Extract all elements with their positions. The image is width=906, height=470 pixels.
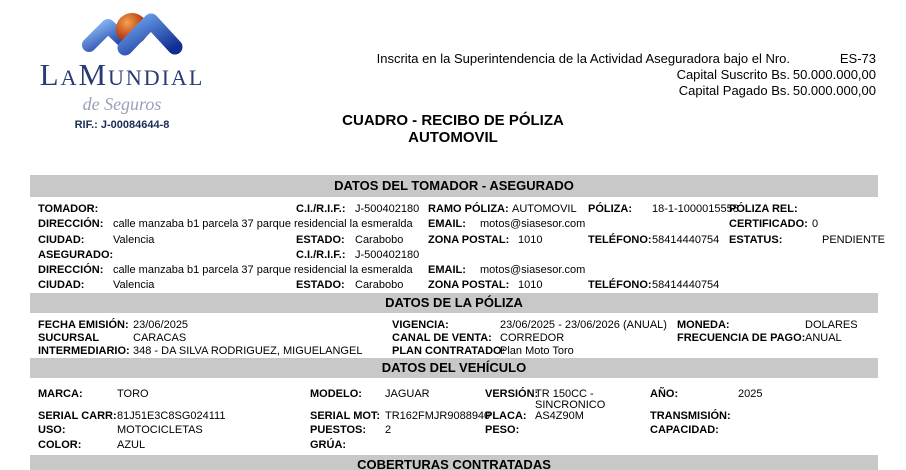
peso-label: PESO:	[485, 424, 520, 436]
plan-contratado-value: Plan Moto Toro	[500, 345, 574, 357]
tomador-cirif-label: C.I./R.I.F.:	[296, 203, 346, 215]
tomador-estado-label: ESTADO:	[296, 234, 345, 246]
canal-venta-value: CORREDOR	[500, 332, 565, 344]
tomador-email-value: motos@siasesor.com	[480, 218, 586, 230]
serial-mot-value: TR162FMJR9088940	[385, 410, 491, 422]
tomador-cirif-value: J-500402180	[355, 203, 420, 215]
asegurado-ciudad-label: CIUDAD:	[38, 279, 85, 291]
frecuencia-pago-label: FRECUENCIA DE PAGO:	[677, 332, 806, 344]
uso-label: USO:	[38, 424, 66, 436]
serial-carr-label: SERIAL CARR:	[38, 410, 117, 422]
ano-label: AÑO:	[650, 388, 679, 400]
vigencia-label: VIGENCIA:	[392, 319, 449, 331]
poliza-label: PÓLIZA:	[588, 203, 632, 215]
asegurado-direccion-label: DIRECCIÓN:	[38, 264, 104, 276]
tomador-ciudad-label: CIUDAD:	[38, 234, 85, 246]
asegurado-label: ASEGURADO:	[38, 249, 114, 261]
tomador-direccion-value: calle manzaba b1 parcela 37 parque residencial la esmeralda	[113, 218, 413, 230]
asegurado-email-label: EMAIL:	[428, 264, 466, 276]
placa-value: AS4Z90M	[535, 410, 584, 422]
sucursal-value: CARACAS	[133, 332, 187, 344]
capital-pagado-value: 50.000.000,00	[792, 83, 876, 98]
fecha-emision-value: 23/06/2025	[133, 319, 189, 331]
estatus-label: ESTATUS:	[729, 234, 783, 246]
certificado-label: CERTIFICADO:	[729, 218, 808, 230]
estatus-value: PENDIENTE	[822, 234, 885, 246]
marca-label: MARCA:	[38, 388, 83, 400]
sucursal-label: SUCURSAL	[38, 332, 100, 344]
version-value-line1: TR 150CC -	[535, 388, 594, 400]
ramo-poliza-value: AUTOMOVIL	[512, 203, 577, 215]
section-header-coberturas: COBERTURAS CONTRATADAS	[30, 455, 878, 470]
ramo-poliza-label: RAMO PÓLIZA:	[428, 203, 509, 215]
version-label: VERSIÓN:	[485, 388, 539, 400]
asegurado-ciudad-value: Valencia	[113, 279, 155, 291]
modelo-value: JAGUAR	[385, 388, 430, 400]
tomador-label: TOMADOR:	[38, 203, 99, 215]
asegurado-zona-postal-value: 1010	[518, 279, 543, 291]
ano-value: 2025	[738, 388, 763, 400]
capital-pagado-label: Capital Pagado Bs.	[678, 83, 790, 98]
grua-label: GRÚA:	[310, 439, 347, 451]
canal-venta-label: CANAL DE VENTA:	[392, 332, 492, 344]
poliza-rel-label: PÓLIZA REL:	[729, 203, 798, 215]
document-title-line1: CUADRO - RECIBO DE PÓLIZA	[342, 112, 564, 129]
logo-company-name	[22, 58, 222, 92]
frecuencia-pago-value: ANUAL	[805, 332, 842, 344]
puestos-label: PUESTOS:	[310, 424, 367, 436]
document-title-line2: AUTOMOVIL	[408, 129, 498, 146]
section-header-tomador: DATOS DEL TOMADOR - ASEGURADO	[30, 175, 878, 197]
capacidad-label: CAPACIDAD:	[650, 424, 719, 436]
moneda-value: DOLARES	[805, 319, 858, 331]
tomador-telefono-label: TELÉFONO:	[588, 234, 652, 246]
asegurado-zona-postal-label: ZONA POSTAL:	[428, 279, 510, 291]
intermediario-label: INTERMEDIARIO:	[38, 345, 130, 357]
asegurado-direccion-value: calle manzaba b1 parcela 37 parque residencial la esmeralda	[113, 264, 413, 276]
asegurado-estado-value: Carabobo	[355, 279, 404, 291]
modelo-label: MODELO:	[310, 388, 362, 400]
moneda-label: MONEDA:	[677, 319, 730, 331]
tomador-zona-postal-value: 1010	[518, 234, 543, 246]
poliza-value: 18-1-1000015558	[652, 203, 739, 215]
marca-value: TORO	[117, 388, 149, 400]
tomador-email-label: EMAIL:	[428, 218, 466, 230]
intermediario-value: 348 - DA SILVA RODRIGUEZ, MIGUELANGEL	[133, 345, 363, 357]
color-label: COLOR:	[38, 439, 82, 451]
color-value: AZUL	[117, 439, 146, 451]
vigencia-value: 23/06/2025 - 23/06/2026 (ANUAL)	[500, 319, 667, 331]
asegurado-estado-label: ESTADO:	[296, 279, 345, 291]
fecha-emision-label: FECHA EMISIÓN:	[38, 319, 129, 331]
asegurado-telefono-value: 58414440754	[652, 279, 720, 291]
logo-name-mundial: Mundial	[78, 57, 205, 92]
inscrita-label: Inscrita en la Superintendencia de la Actividad Aseguradora bajo el Nro.	[376, 51, 790, 66]
section-header-vehiculo: DATOS DEL VEHÍCULO	[30, 358, 878, 378]
transmision-label: TRANSMISIÓN:	[650, 410, 731, 422]
asegurado-telefono-label: TELÉFONO:	[588, 279, 652, 291]
placa-label: PLACA:	[485, 410, 527, 422]
tomador-estado-value: Carabobo	[355, 234, 404, 246]
section-header-poliza: DATOS DE LA PÓLIZA	[30, 293, 878, 313]
asegurado-email-value: motos@siasesor.com	[480, 264, 586, 276]
certificado-value: 0	[812, 218, 819, 230]
tomador-telefono-value: 58414440754	[652, 234, 720, 246]
asegurado-cirif-label: C.I./R.I.F.:	[296, 249, 346, 261]
serial-mot-label: SERIAL MOT:	[310, 410, 381, 422]
tomador-direccion-label: DIRECCIÓN:	[38, 218, 104, 230]
puestos-value: 2	[385, 424, 392, 436]
asegurado-cirif-value: J-500402180	[355, 249, 420, 261]
inscrita-value: ES-73	[839, 51, 876, 66]
capital-suscrito-label: Capital Suscrito Bs.	[676, 67, 790, 82]
plan-contratado-label: PLAN CONTRATADO:	[392, 345, 506, 357]
lamundial-logo-icon	[80, 8, 184, 60]
serial-carr-value: 81J51E3C8SG024111	[117, 410, 226, 422]
logo-rif: RIF.: J-00084644-8	[74, 119, 170, 131]
version-value-line2: SINCRONICO	[535, 399, 606, 411]
uso-value: MOTOCICLETAS	[117, 424, 203, 436]
capital-suscrito-value: 50.000.000,00	[792, 67, 876, 82]
tomador-zona-postal-label: ZONA POSTAL:	[428, 234, 510, 246]
tomador-ciudad-value: Valencia	[113, 234, 155, 246]
logo-subtitle: de Seguros	[82, 94, 162, 114]
logo-name-la: La	[39, 57, 79, 92]
